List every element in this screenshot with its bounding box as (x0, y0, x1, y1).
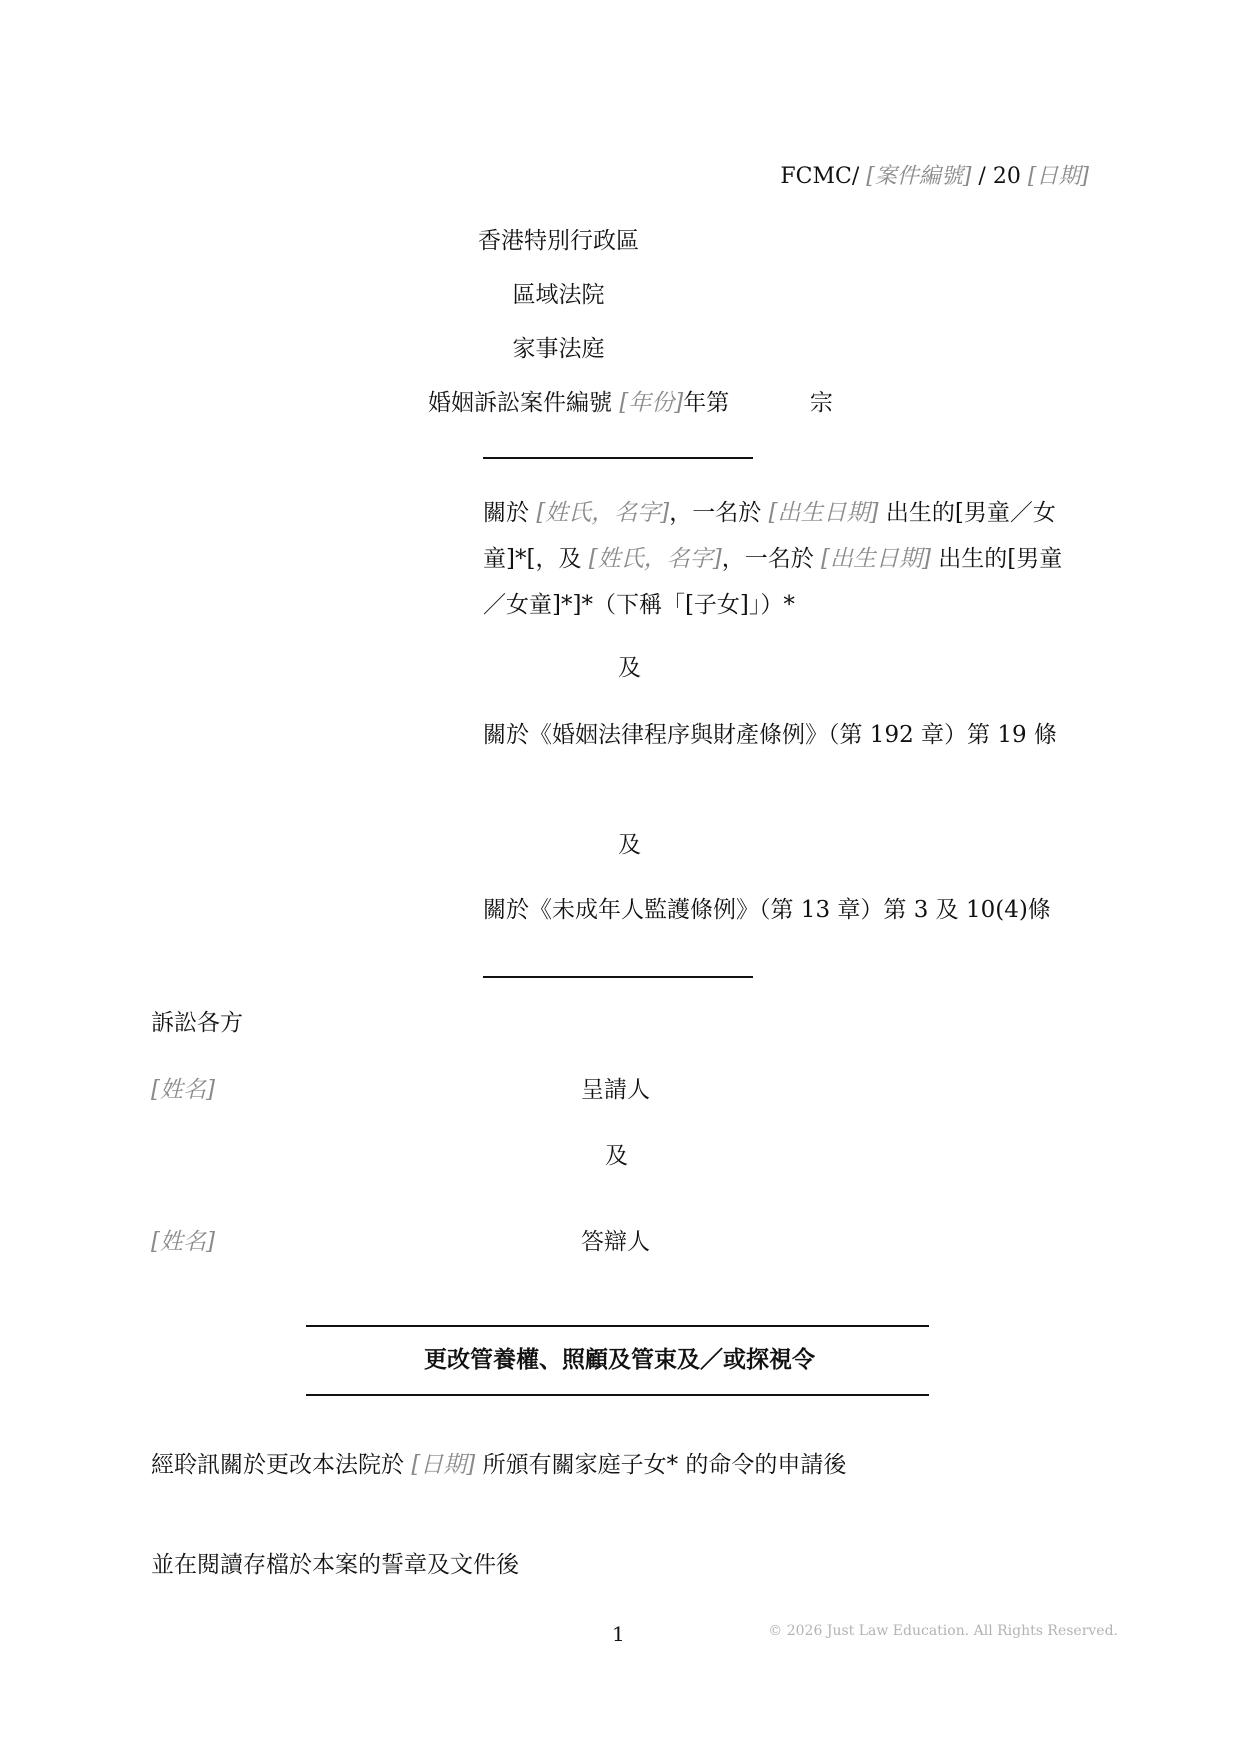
respondent-name-placeholder[interactable]: [姓名] (151, 1229, 215, 1255)
child-dob-placeholder-2[interactable]: [出生日期] (821, 546, 931, 572)
order-text: 所頒有關家庭子女* 的命令的申請後 (482, 1452, 847, 1478)
order-date-placeholder[interactable]: [日期] (411, 1452, 476, 1478)
case-line-suffix: 宗 (809, 390, 833, 416)
petitioner-name-placeholder[interactable]: [姓名] (151, 1077, 215, 1103)
divider-top (483, 457, 753, 459)
case-date-placeholder[interactable]: [日期] (1027, 164, 1089, 189)
matter-paragraph-3: 關於《未成年人監護條例》（第 13 章）第 3 及 10(4)條 (483, 897, 1051, 923)
case-line-prefix: 婚姻訴訟案件編號 (428, 390, 612, 416)
case-number (780, 166, 1089, 188)
matter-text: 出生的[男童／女童]*[，及 (483, 500, 1056, 572)
matter-text: ，一名於 (669, 500, 762, 526)
order-line-1 (151, 1454, 846, 1477)
matter-text: 出生的[男童／女童]*]*（下稱「[子女]」）* (483, 546, 1063, 618)
case-number-placeholder[interactable]: [案件編號] (866, 164, 972, 189)
title-rule-top (306, 1325, 929, 1327)
year-placeholder[interactable]: [年份] (619, 390, 684, 416)
matter-paragraph-2: 關於《婚姻法律程序與財產條例》（第 192 章）第 19 條 (483, 722, 1057, 748)
respondent-label: 答辯人 (581, 1229, 650, 1255)
petitioner-label: 呈請人 (581, 1077, 650, 1103)
divider-middle (483, 976, 753, 978)
court-case-line (428, 392, 833, 415)
case-line-mid: 年第 (683, 390, 730, 416)
case-year-separator: / 20 (978, 164, 1021, 189)
child-dob-placeholder-1[interactable]: [出生日期] (768, 500, 879, 526)
court-line-1: 香港特別行政區 (478, 228, 639, 254)
court-line-2: 區域法院 (512, 282, 605, 308)
order-text: 經聆訊關於更改本法院於 (151, 1452, 404, 1478)
title-rule-bottom (306, 1394, 929, 1396)
parties-and: 及 (605, 1143, 628, 1169)
and-connector-2: 及 (618, 832, 641, 858)
page-number: 1 (612, 1622, 625, 1646)
court-line-3: 家事法庭 (512, 336, 605, 362)
order-line-2: 並在閱讀存檔於本案的誓章及文件後 (151, 1552, 519, 1578)
order-title: 更改管養權、照顧及管束及／或探視令 (424, 1346, 815, 1373)
matter-text: 關於 (483, 500, 529, 526)
matter-paragraph-1 (483, 490, 1083, 628)
child-name-placeholder-2[interactable]: [姓氏，名字] (588, 546, 722, 572)
matter-text: ，一名於 (721, 546, 814, 572)
child-name-placeholder-1[interactable]: [姓氏，名字] (536, 500, 670, 526)
and-connector-1: 及 (618, 655, 641, 681)
copyright-notice: © 2026 Just Law Education. All Rights Reserved. (768, 1623, 1118, 1639)
case-prefix: FCMC/ (780, 164, 860, 189)
parties-heading: 訴訟各方 (151, 1010, 243, 1036)
